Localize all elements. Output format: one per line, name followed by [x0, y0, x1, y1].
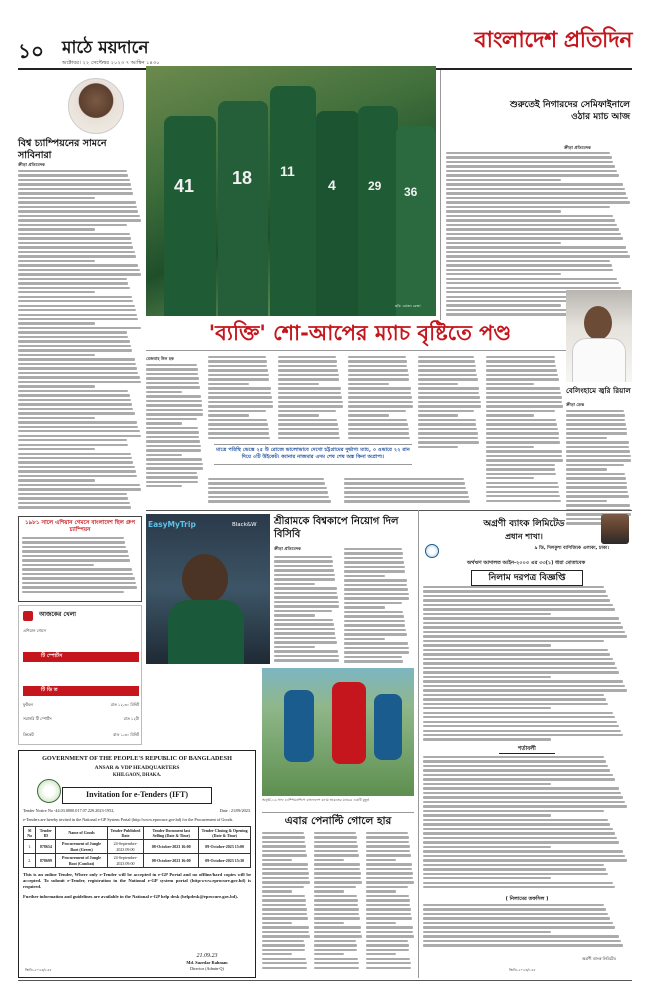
bank-branch: প্রধান শাখা। — [505, 532, 543, 541]
tender-place: KHILGAON, DHAKA. — [112, 772, 162, 778]
table-row — [24, 840, 251, 854]
tender-gov: GOVERNMENT OF THE PEOPLE'S REPUBLIC OF BANGLADESH — [42, 755, 232, 762]
main-callout: মাত্রে পরিস্থি ভেস্তে ২৫ উ রোজে ভালোভাবে দেখো চট্টগ্রামের দুর্ভাগ্য ম্যাচ, ৩ ওভারে ২২ রান দিয়ে ৩টি উইকেট। ক্যানার নাজমার এদম শেষ শেষ অঙ্ক কিনা অপ্রাপ্য। — [214, 444, 412, 465]
tender-col-header: Tender Closing & Opening (Date & Time) — [199, 826, 251, 840]
tender-col-header: Tender Document last Selling (Date & Time) — [144, 826, 199, 840]
mid-headline: শ্রীরামকে বিশ্বকাপে নিয়োগ দিল বিসিবি — [274, 516, 399, 540]
left-box-text — [22, 537, 138, 597]
bank-name: অগ্রণী ব্যাংক লিমিটেড — [483, 519, 565, 529]
main-team-photo — [146, 66, 436, 316]
government-seal-icon — [37, 779, 61, 803]
table-row — [24, 854, 251, 868]
jersey-number: 41 — [174, 176, 195, 196]
main-article-col-3 — [278, 356, 344, 444]
ad-blackwhite: Black&W — [232, 522, 257, 528]
tender-note-2: Further information and guidelines are available in the National e-GP help desk (helpdesk@eprocure.gov.bd). — [23, 893, 238, 899]
left-article-text — [18, 170, 142, 512]
schedule-item-label: সরাসরি টি স্পোর্টস — [23, 716, 52, 721]
football-photo — [262, 668, 414, 796]
tender-sign-name: Md. Suzedar Rahman — [186, 960, 228, 966]
main-headline: 'ব্যক্তি' শো-আপের ম্যাচ বৃষ্টিতে পণ্ড — [208, 321, 512, 345]
main-byline: মেজবাহ উল হক — [146, 356, 174, 361]
table-cell: 1. — [24, 840, 36, 854]
left-box-headline: ১৯৮১ সালে এশিয়ান গেমসে বাংলাদেশ ছিল গ্রুপ চ্যাম্পিয়ন — [24, 520, 135, 534]
table-cell: 09-October-2023 15:30 — [199, 854, 251, 868]
right-top-headline: শুরুতেই নিগারদের সেমিফাইনালে ওঠার ম্যাচ আজ — [509, 100, 630, 122]
jersey-number: 4 — [328, 177, 336, 193]
sriram-photo — [146, 514, 270, 664]
tender-col-header: Sl No — [24, 826, 36, 840]
tender-sign-date: 21.09.23 — [196, 953, 218, 960]
table-cell: 24-September-2023 09:00 — [107, 854, 143, 868]
table-cell: 08-October-2023 16:00 — [144, 840, 199, 854]
main-article-col-5 — [418, 356, 482, 454]
bank-act-line: অর্থঋণ আদালত আইন-২০০৩ এর ৩৩(১) ধারা মোতাবেক — [466, 560, 586, 566]
bank-notice — [418, 510, 632, 978]
table-cell: Procurement of Jungle Boot (Green) — [56, 840, 107, 854]
channel-bar-2: টি ডি ত — [23, 686, 139, 696]
table-cell: 08-October-2023 16:00 — [144, 854, 199, 868]
schedule-item-2 — [23, 716, 139, 721]
tender-sign-title: Director (Admin-Q) — [190, 966, 224, 972]
dateline: অক্টোবর। ২২ সেপ্টেম্বর ২০২৩ ৭ আশ্বিন ১৪৩০ — [62, 60, 160, 66]
mid-article-a — [274, 556, 340, 666]
bank-schedule-title: ( নিলামের তফসিল ) — [505, 896, 549, 902]
table-cell: 878699 — [36, 854, 56, 868]
tender-date: Date : 21/09/2023. — [219, 808, 251, 814]
left-headline: বিশ্ব চ্যাম্পিয়নের সামনে সাবিনারা — [18, 138, 107, 162]
main-article-col-6 — [486, 356, 564, 506]
bank-logo-icon — [425, 544, 439, 558]
bank-signature: অগ্রণী ব্যাংক লিমিটেড — [581, 956, 617, 961]
table-cell: 878654 — [36, 840, 56, 854]
main-article-bottom-a — [208, 478, 340, 506]
tender-table — [23, 826, 251, 868]
photo-credit: ছবি: রোকন রেজা — [395, 304, 421, 308]
tv-schedule — [18, 605, 142, 745]
tender-intro: e-Tenders are hereby invited in the National e-GP System Portal (http://www.eprocure.gov.bd) for the Procurement of Goods. — [23, 816, 234, 822]
table-cell: 09-October-2023 15:00 — [199, 840, 251, 854]
left-byline: ক্রীড়া প্রতিবেদক — [18, 162, 45, 167]
main-article-col-2 — [208, 356, 274, 444]
table-cell: Procurement of Jungle Boot (Combat) — [56, 854, 107, 868]
bottom-article-c — [366, 832, 414, 972]
right-mid-headline: বেলিংহামে জ্বরি রিয়াল — [566, 386, 631, 395]
schedule-item-1 — [23, 702, 139, 707]
section-title: মাঠে ময়দানে — [62, 38, 149, 58]
table-cell: 24-September-2023 09:00 — [107, 840, 143, 854]
bank-address: ৯ ডি, দিলকুশা বাণিজ্যিক এলাকা, ঢাকা। — [534, 546, 609, 551]
bank-schedule-list — [423, 904, 629, 952]
schedule-item-time: রাত ১-৩০ মিনিট — [113, 732, 139, 737]
mid-article-b — [344, 548, 410, 666]
bottom-headline: এবার পেনাল্টি গোলে হার — [284, 815, 392, 827]
jersey-number: 29 — [368, 179, 382, 193]
main-article-bottom-b — [344, 478, 480, 506]
schedule-item-label: ক্রিকেট — [23, 732, 34, 737]
ad-easymytrip: EasyMyTrip — [148, 520, 196, 529]
tender-notice-no: Tender Notice No -44.03.0000.017.07.229.2023-1952, — [23, 808, 115, 814]
newspaper-logo[interactable]: বাংলাদেশ প্রতিদিন — [474, 27, 632, 53]
schedule-item-label: ফুটবল — [23, 702, 33, 707]
tv-schedule-title: আজকের খেলা — [39, 611, 76, 618]
bank-notice-title: নিলাম দরপত্র বিজ্ঞপ্তি — [471, 570, 583, 586]
tender-col-header: Tender ID — [36, 826, 56, 840]
tender-title: Invitation for e-Tenders (IFT) — [62, 787, 212, 804]
jersey-number: 18 — [232, 168, 253, 188]
schedule-item-3 — [23, 732, 139, 737]
jersey-number: 36 — [404, 185, 418, 199]
tender-hq: ANSAR & VDP HEADQUARTERS — [94, 765, 180, 772]
right-mid-byline: ক্রীড়া ডেস্ক — [566, 402, 585, 407]
tender-col-header: Tender Published Date — [107, 826, 143, 840]
tender-footer: জিডি-২০২৩/১৫৫ — [25, 968, 52, 973]
bank-footer: জিডি-২০২৩/১৫৫ — [509, 968, 536, 972]
tender-notice — [18, 750, 256, 978]
table-cell: 2. — [24, 854, 36, 868]
page-number: ১০ — [18, 39, 44, 63]
football-caption: অনূর্ধ্ব-১৬ সাফ চ্যাম্পিয়নশিপে বাংলাদেশ বনাম ভারতের ম্যাচের একটি মুহূর্ত — [262, 798, 370, 802]
schedule-item-time: রাত ১২টা — [123, 716, 139, 721]
bottom-article-a — [262, 832, 310, 972]
bellingham-photo — [566, 290, 632, 382]
right-top-byline: ক্রীড়া প্রতিবেদক — [564, 145, 591, 150]
tv-schedule-subtitle: এশিয়ান গেমস — [23, 628, 46, 633]
main-article-col-1 — [146, 364, 204, 492]
jersey-number: 11 — [280, 163, 295, 179]
tv-icon — [23, 611, 33, 621]
left-box — [18, 516, 142, 602]
player-portrait-icon — [68, 78, 124, 134]
mid-byline: ক্রীড়া প্রতিবেদক — [274, 546, 301, 551]
tender-col-header: Name of Goods — [56, 826, 107, 840]
tender-note-1: This is an online Tender, Where only e-Tender will be accepted in e-GP Portal and no offline/hard copies will be accepted. To submit e-Tender, registration in the National e-GP system portal (http:www.eprocure.gov.bd) is required. — [23, 871, 251, 890]
bank-terms-list — [423, 756, 629, 894]
schedule-item-time: রাত ১২-৩০ মিনিট — [110, 702, 139, 707]
bank-terms-title: শর্তাবলী — [499, 746, 555, 754]
tender-signature — [167, 952, 247, 972]
bank-notice-body — [423, 586, 629, 744]
officer-photo — [601, 514, 629, 544]
main-article-col-4 — [348, 356, 414, 444]
channel-bar-1: টি স্পোর্টস — [23, 652, 139, 662]
bottom-article-b — [314, 832, 362, 972]
